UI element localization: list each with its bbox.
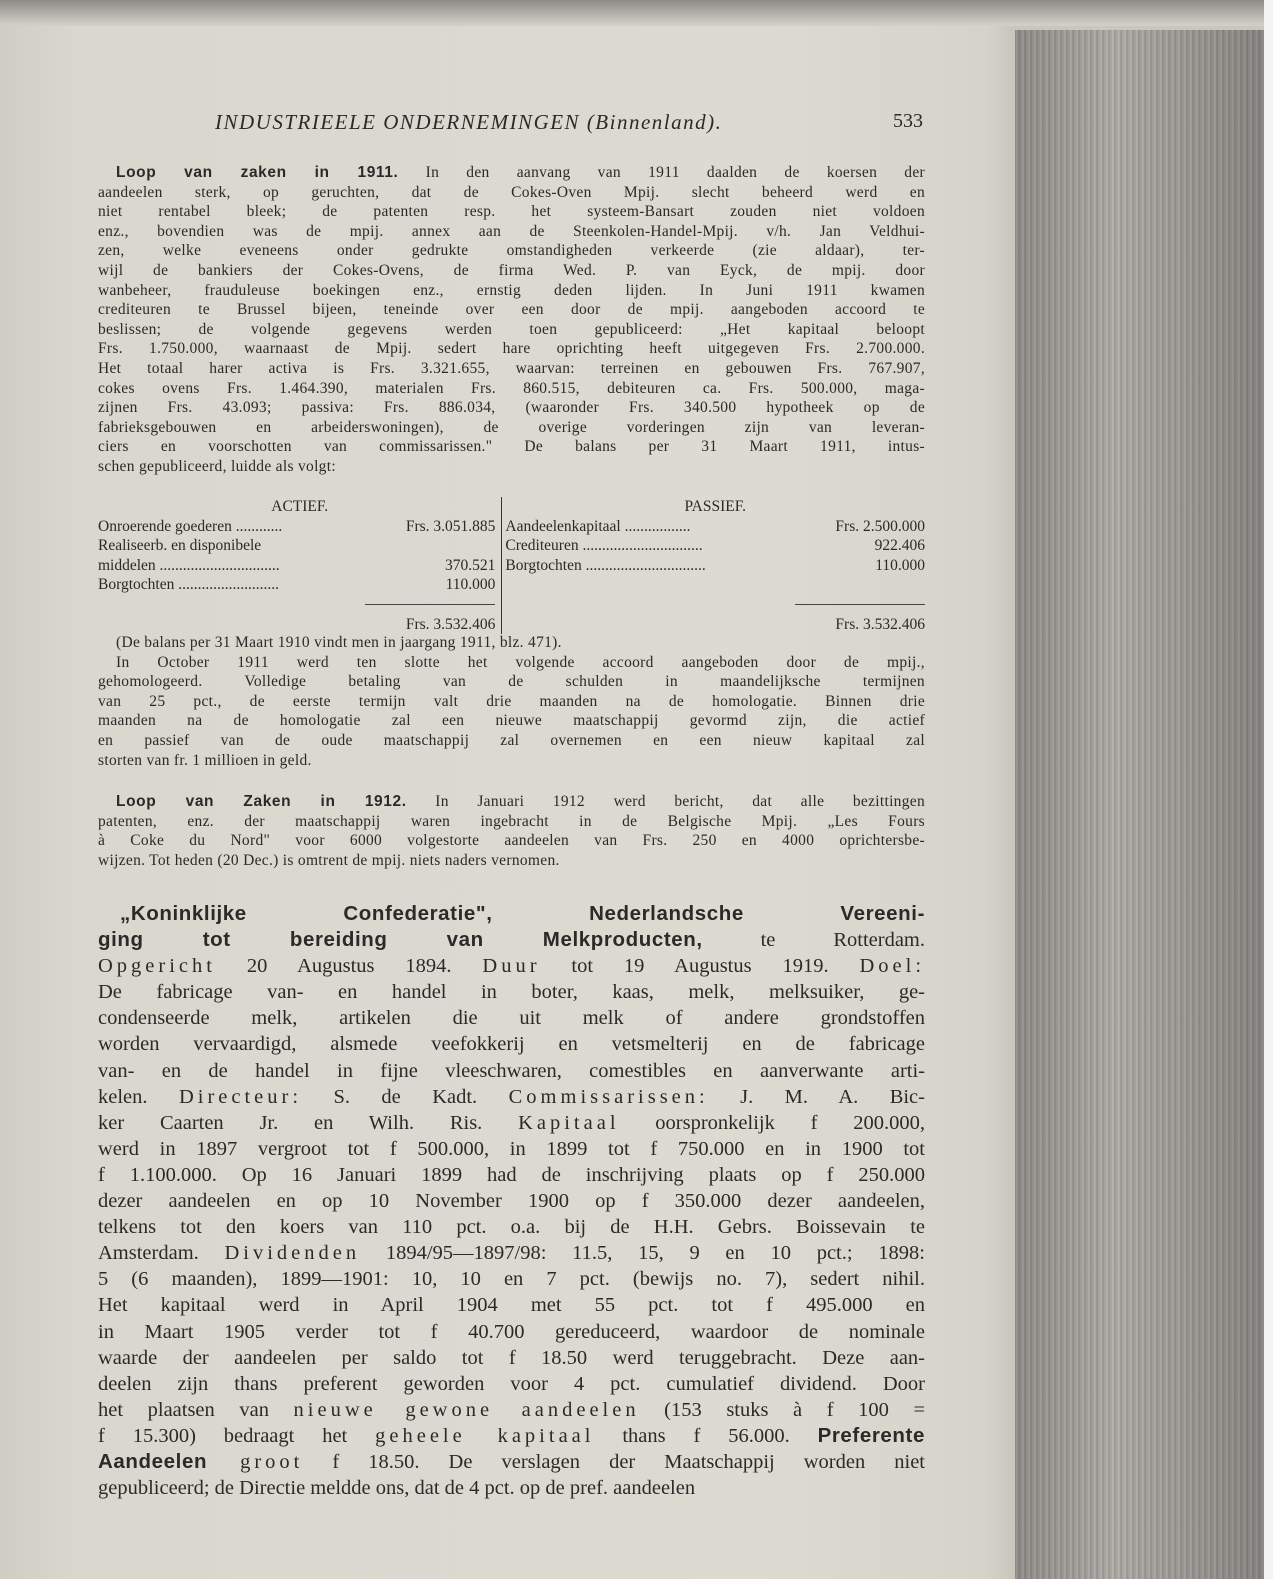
text-line: Frs. 1.750.000, waarnaast de Mpij. sedert hare oprichting heeft uitgegeven Frs. 2.700.000. (98, 340, 925, 358)
actief-value: 110.000 (445, 576, 496, 594)
spaced-keyword: Commissarissen: (508, 1085, 709, 1108)
actief-value: 370.521 (445, 556, 496, 574)
balance-row (98, 556, 925, 576)
bold-run-in-heading: „Koninklijke Confederatie", Nederlandsche Vereeni- (120, 902, 925, 925)
passief-label: Crediteuren ............................... (502, 536, 760, 556)
text-run: f 15.300) bedraagt het (98, 1424, 376, 1447)
text-line: In October 1911 werd ten slotte het volgende accoord aangeboden door de mpij., (116, 653, 925, 671)
text-line: beslissen; de volgende gegevens werden toen gepubliceerd: „Het kapitaal beloopt (98, 320, 925, 338)
spaced-keyword: groot (207, 1450, 304, 1473)
text-line: 5 (6 maanden), 1899—1901: 10, 10 en 7 pct. (bewijs no. 7), sedert nihil. (98, 1268, 925, 1291)
text-line: gehomologeerd. Volledige betaling van de schulden in maandelijksche termijnen (98, 673, 925, 691)
spaced-keyword: Dividenden (224, 1242, 361, 1265)
text-run: f 18.50. De verslagen der Maatschappij worden niet (303, 1450, 925, 1473)
passief-label: Borgtochten ............................... (502, 556, 760, 576)
text-line: zijnen Frs. 43.093; passiva: Frs. 886.034, (waaronder Frs. 340.500 hypotheek op de (98, 399, 925, 417)
text-line: dezer aandeelen en op 10 November 1900 op f 350.000 dezer aandeelen, (98, 1190, 925, 1213)
text-line: Het totaal harer activa is Frs. 3.321.655, waarvan: terreinen en gebouwen Frs. 767.907, (98, 359, 925, 377)
balance-header-row (98, 497, 925, 517)
text-line: cokes ovens Frs. 1.464.390, materialen Frs. 860.515, debiteuren ca. Frs. 500.000, maga- (98, 379, 925, 397)
text-run: Amsterdam. (98, 1242, 225, 1265)
text-line: worden vervaardigd, alsmede veefokkerij en vetsmelterij en de fabricage (98, 1033, 925, 1056)
actief-label: Borgtochten .......................... (98, 576, 279, 594)
text-line: werd in 1897 vergroot tot f 500.000, in 1899 tot f 750.000 en in 1900 tot (98, 1137, 925, 1160)
text-line: telkens tot den koers van 110 pct. o.a. bij de H.H. Gebrs. Boissevain te (98, 1216, 925, 1239)
text-line: storten van fr. 1 millioen in geld. (98, 751, 312, 769)
text-line (98, 953, 925, 979)
text-line (98, 901, 925, 927)
text-line: en passief van de oude maatschappij zal overnemen en een nieuw kapitaal zal (98, 731, 925, 749)
text-run: het plaatsen van (98, 1398, 294, 1421)
running-header: INDUSTRIEELE ONDERNEMINGEN (Binnenland). (215, 110, 723, 134)
text-line: niet rentabel bleek; de patenten resp. het systeem-Bansart zouden niet voldoen (98, 203, 925, 221)
spaced-keyword: Doel: (859, 955, 926, 978)
text-line: Het kapitaal werd in April 1904 met 55 pct. tot f 495.000 en (98, 1294, 925, 1317)
text-line (98, 163, 925, 183)
text-run: kelen. (98, 1085, 179, 1108)
text-line: condenseerde melk, artikelen die uit melk of andere grondstoffen (98, 1007, 925, 1030)
bold-run-in-heading: Aandeelen (98, 1449, 208, 1473)
text-run: te Rotterdam. (702, 929, 925, 952)
total-rule (795, 604, 925, 605)
passief-total: Frs. 3.532.406 (835, 615, 925, 633)
text-run: 1894/95—1897/98: 11.5, 15, 9 en 10 pct.; 1898: (360, 1242, 925, 1265)
text-run: (153 stuks à f 100 = (639, 1398, 926, 1421)
spaced-keyword: Directeur: (178, 1085, 303, 1108)
text-line (98, 1397, 925, 1423)
passief-heading: PASSIEF. (502, 497, 925, 517)
bold-run-in-heading: Loop van Zaken in 1912. (116, 793, 407, 810)
paragraph-accoord (98, 633, 925, 770)
actief-label: Onroerende goederen ............ (98, 517, 283, 535)
text-run: 20 Augustus 1894. (215, 955, 483, 978)
spaced-keyword: geheele kapitaal (375, 1424, 595, 1447)
text-run: In Januari 1912 werd bericht, dat alle bezittingen (406, 793, 925, 810)
text-line: (De balans per 31 Maart 1910 vindt men in jaargang 1911, blz. 471). (116, 634, 562, 651)
spaced-keyword: nieuwe gewone aandeelen (293, 1398, 640, 1421)
text-line: gepubliceerd; de Directie meldde ons, dat de 4 pct. op de pref. aandeelen (98, 1477, 696, 1500)
actief-label: Realiseerb. en disponibele (98, 537, 262, 555)
text-line: wijl de bankiers der Cokes-Ovens, de firma Wed. P. van Eyck, de mpij. door (98, 261, 925, 279)
balance-sheet (98, 497, 925, 634)
actief-value (331, 536, 501, 556)
text-line: patenten, enz. der maatschappij waren ingebracht in de Belgische Mpij. „Les Fours (98, 812, 925, 830)
bold-run-in-heading: Loop van zaken in 1911. (116, 164, 399, 181)
passief-value: 922.406 (874, 537, 925, 555)
text-line (98, 792, 925, 812)
text-line: wanbeheer, frauduleuse boekingen enz., ernstig deden lijden. In Juni 1911 kwamen (98, 281, 925, 299)
text-run: S. de Kadt. (302, 1085, 509, 1108)
text-line: wijzen. Tot heden (20 Dec.) is omtrent de mpij. niets naders vernomen. (98, 851, 560, 869)
balance-total-row (98, 615, 925, 635)
passief-label: Aandeelenkapitaal ................. (502, 517, 760, 537)
bold-run-in-heading: ging tot bereiding van Melkproducten, (98, 928, 703, 952)
paragraph-loop-1911 (98, 163, 925, 477)
text-line (98, 1240, 925, 1266)
spaced-keyword: Opgericht (98, 955, 216, 978)
scan-top-shadow (0, 0, 1264, 26)
text-line: aandeelen sterk, op geruchten, dat de Cokes-Oven Mpij. slecht beheerd werd en (98, 183, 925, 201)
text-line: zen, welke eveneens onder gedrukte omstandigheden verkeerde (zie aldaar), ter- (98, 242, 925, 260)
text-line: maanden na de homologatie zal een nieuwe maatschappij gevormd zijn, die actief (98, 712, 925, 730)
text-run: tot 19 Augustus 1919. (540, 955, 860, 978)
bold-run-in-heading: Preferente (817, 1423, 925, 1447)
actief-label: middelen ............................... (98, 556, 280, 574)
actief-heading: ACTIEF. (271, 498, 329, 515)
total-rule (365, 604, 495, 605)
balance-row (98, 517, 925, 537)
text-line: van- en de handel in fijne vleeschwaren, comestibles en aanverwante arti- (98, 1059, 925, 1082)
passief-value: 110.000 (875, 556, 925, 574)
text-line: enz., bovendien was de mpij. annex aan de Steenkolen-Handel-Mpij. v/h. Jan Veldhui- (98, 222, 925, 240)
text-line: f 1.100.000. Op 16 Januari 1899 had de inschrijving plaats op f 250.000 (98, 1163, 925, 1186)
balance-row (98, 575, 925, 595)
passief-value: Frs. 2.500.000 (835, 517, 925, 535)
text-line: schen gepubliceerd, luidde als volgt: (98, 457, 336, 475)
balance-row (98, 536, 925, 556)
page-number: 533 (893, 110, 923, 132)
paragraph-loop-1912 (98, 792, 925, 870)
actief-total: Frs. 3.532.406 (405, 615, 496, 633)
spaced-keyword: Duur (482, 955, 541, 978)
text-line: in Maart 1905 verder tot f 40.700 gereduceerd, waardoor de nominale (98, 1320, 925, 1343)
text-line: crediteuren te Brussel bijeen, teneinde over een door de mpij. aangeboden accoord te (98, 301, 925, 319)
text-run: In den aanvang van 1911 daalden de koersen der (398, 164, 925, 181)
text-line (98, 1110, 925, 1136)
text-line: waarde der aandeelen per saldo tot f 18.50 werd teruggebracht. Deze aan- (98, 1346, 925, 1369)
text-run: oorspronkelijk f 200.000, (619, 1111, 925, 1134)
text-run: ker Caarten Jr. en Wilh. Ris. (98, 1111, 519, 1134)
text-line (98, 1449, 925, 1475)
text-run: thans f 56.000. (594, 1424, 818, 1447)
spaced-keyword: Kapitaal (518, 1111, 620, 1134)
text-line: van 25 pct., de eerste termijn valt drie maanden na de homologatie. Binnen drie (98, 692, 925, 710)
text-line (98, 1423, 925, 1449)
text-line (98, 1084, 925, 1110)
text-run: J. M. A. Bic- (708, 1085, 925, 1108)
actief-value: Frs. 3.051.885 (405, 517, 496, 535)
text-line: fabrieksgebouwen en arbeiderswoningen), de overige vorderingen zijn van leveran- (98, 418, 925, 436)
text-line: à Coke du Nord" voor 6000 volgestorte aandeelen van Frs. 250 en 4000 oprichtersbe- (98, 832, 925, 850)
text-line: De fabricage van- en handel in boter, kaas, melk, melksuiker, ge- (98, 981, 925, 1004)
text-line: deelen zijn thans preferent geworden voor 4 pct. cumulatief dividend. Door (98, 1372, 925, 1395)
text-line (98, 927, 925, 953)
entry-koninklijke-confederatie (98, 901, 925, 1501)
text-line: ciers en voorschotten van commissarissen." De balans per 31 Maart 1911, intus- (98, 438, 925, 456)
book-edge-shading (1015, 30, 1264, 1579)
